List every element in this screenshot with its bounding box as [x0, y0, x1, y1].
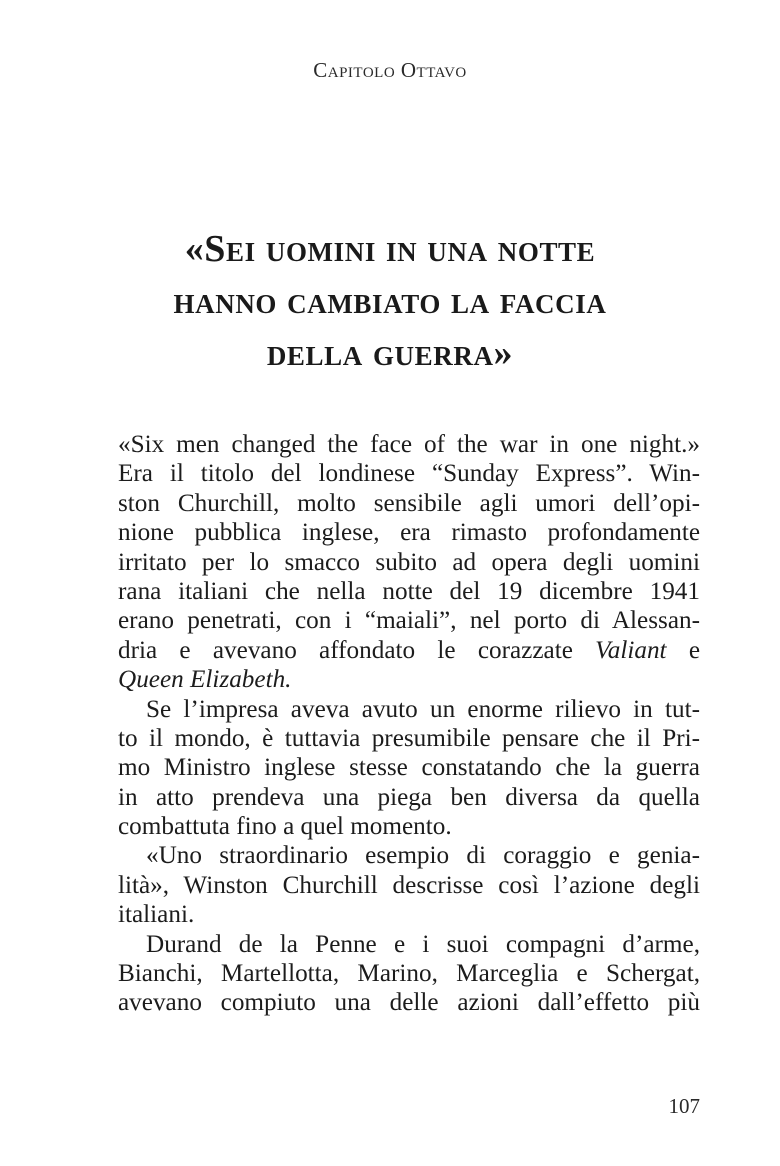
text-line: italiani.: [118, 901, 195, 929]
text-line: Se l’impresa aveva avuto un enorme rilievo in tut-: [146, 695, 700, 723]
text-line: irritato per lo smacco subito ad opera degli uomini: [118, 548, 700, 576]
body-text: [118, 430, 700, 1018]
text-line: «Six men changed the face of the war in one night.»: [118, 431, 700, 458]
text-segment: dria e avevano affondato le corazzate: [118, 636, 573, 664]
running-head: Capitolo Ottavo: [313, 58, 467, 82]
text-line: lità», Winston Churchill descrisse così l’azione degli: [118, 871, 700, 899]
chapter-title-line: hanno cambiato la faccia: [173, 280, 607, 322]
page-number: 107: [668, 1094, 700, 1118]
text-line: avevano compiuto una delle azioni dall’effetto più: [118, 989, 700, 1017]
chapter-title-line: «Sei uomini in una notte: [184, 228, 596, 270]
text-line: erano penetrati, con i “maiali”, nel porto di Alessan-: [118, 607, 700, 635]
text-line: in atto prendeva una piega ben diversa da quella: [118, 783, 700, 811]
text-segment: e: [688, 636, 701, 664]
text-line: mo Ministro inglese stesse constatando che la guerra: [118, 754, 700, 782]
text-line: Durand de la Penne e i suoi compagni d’arme,: [146, 930, 700, 958]
text-line: to il mondo, è tuttavia presumibile pensare che il Pri-: [118, 724, 700, 752]
ship-name-queen-elizabeth: Queen Elizabeth.: [118, 666, 292, 694]
text-line: rana italiani che nella notte del 19 dicembre 1941: [118, 577, 700, 605]
text-line: ston Churchill, molto sensibile agli umori dell’opi-: [118, 489, 700, 517]
chapter-title: [90, 223, 690, 379]
text-line: «Uno straordinario esempio di coraggio e genia-: [146, 842, 700, 870]
ship-name-valiant: Valiant: [595, 636, 667, 664]
text-line-mixed: [118, 636, 700, 665]
text-line: combattuta fino a quel momento.: [118, 813, 452, 841]
text-line: nione pubblica inglese, era rimasto profondamente: [118, 519, 700, 547]
chapter-title-line: della guerra»: [266, 332, 514, 374]
text-line: Bianchi, Martellotta, Marino, Marceglia e Schergat,: [118, 960, 700, 988]
text-line: Era il titolo del londinese “Sunday Express”. Win-: [118, 460, 700, 488]
